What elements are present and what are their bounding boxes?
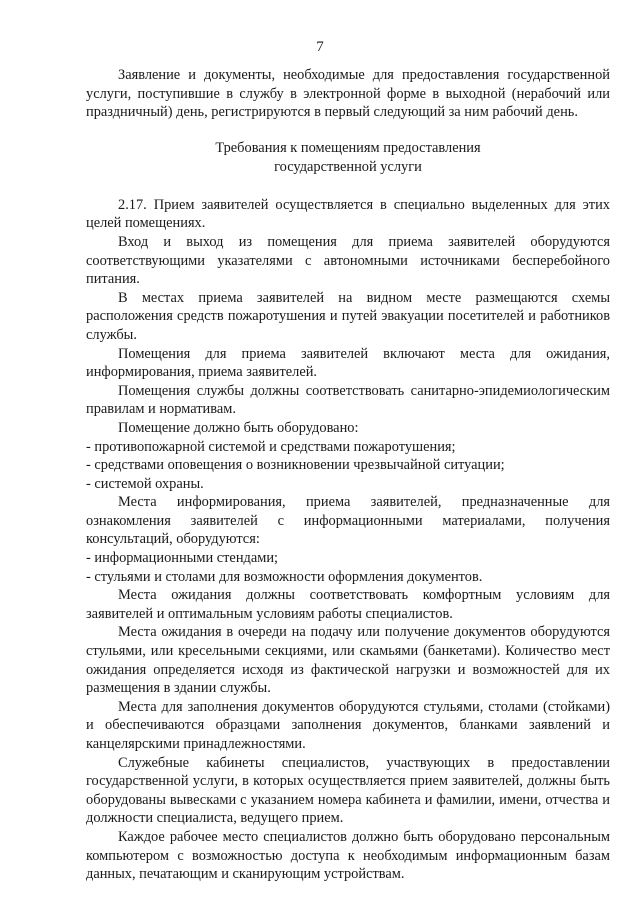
paragraph-waiting-places: Места ожидания должны соответствовать комфортным условиям для заявителей и оптимальным условиям работы специалистов. [86,587,610,622]
list-item-chairs-tables: - стульями и столами для возможности оформления документов. [86,568,483,585]
section-heading [86,139,610,177]
paragraph-sanitary-rules: Помещения службы должны соответствовать санитарно-эпидемиологическим правилам и нормативам. [86,382,610,418]
list-item-fire-system: - противопожарной системой и средствами пожаротушения; [86,438,456,455]
document-body [86,66,610,884]
paragraph-information-places: Места информирования, приема заявителей, предназначенные для ознакомления заявителей с информационными материалами, получения консультаций, оборудуются: [86,494,610,548]
page-number: 7 [316,39,324,55]
intro-paragraph: Заявление и документы, необходимые для предоставления государственной услуги, поступившие в службу в электронной форме в выходной (нерабочий или праздничный) день, регистрируются в первый следующий за ним рабочий день. [86,67,610,121]
paragraph-2-17: 2.17. Прием заявителей осуществляется в специально выделенных для этих целей помещениях. [86,196,610,232]
paragraph-form-filling-places: Места для заполнения документов оборудуются стульями, столами (стойками) и обеспечиваются образцами заполнения документов, бланками заявлений и канцелярскими принадлежностями. [86,698,610,752]
paragraph-entrance: Вход и выход из помещения для приема заявителей оборудуются соответствующими указателями с автономными источниками бесперебойного питания. [86,233,610,288]
section-heading-line-2: государственной услуги [274,158,422,175]
paragraph-evacuation-schemes: В местах приема заявителей на видном месте размещаются схемы расположения средств пожаротушения и путей эвакуации посетителей и работников службы. [86,289,610,343]
paragraph-queue-seating: Места ожидания в очереди на подачу или получение документов оборудуются стульями, или кресельными секциями, или скамьями (банкетами). Количество мест ожидания определяется исходя из фактической нагрузки и возможностей для их размещения в здании службы. [86,624,610,697]
list-item-emergency-alert: - средствами оповещения о возникновении чрезвычайной ситуации; [86,457,505,474]
paragraph-equipment-intro: Помещение должно быть оборудовано: [118,419,359,436]
list-item-info-stands: - информационными стендами; [86,550,279,567]
section-heading-line-1: Требования к помещениям предоставления [215,139,481,156]
list-item-security-system: - системой охраны. [86,475,204,492]
paragraph-workstations: Каждое рабочее место специалистов должно быть оборудовано персональным компьютером с возможностью доступа к необходимым информационным базам данных, печатающим и сканирующим устройствам. [86,828,610,883]
paragraph-premises-include: Помещения для приема заявителей включают места для ожидания, информирования, приема заявителей. [86,345,610,381]
paragraph-service-offices: Служебные кабинеты специалистов, участвующих в предоставлении государственной услуги, в которых осуществляется прием заявителей, должны быть оборудованы вывесками с указанием номера кабинета и фамилии, имени, отчества и должности специалиста, ведущего прием. [86,754,610,827]
